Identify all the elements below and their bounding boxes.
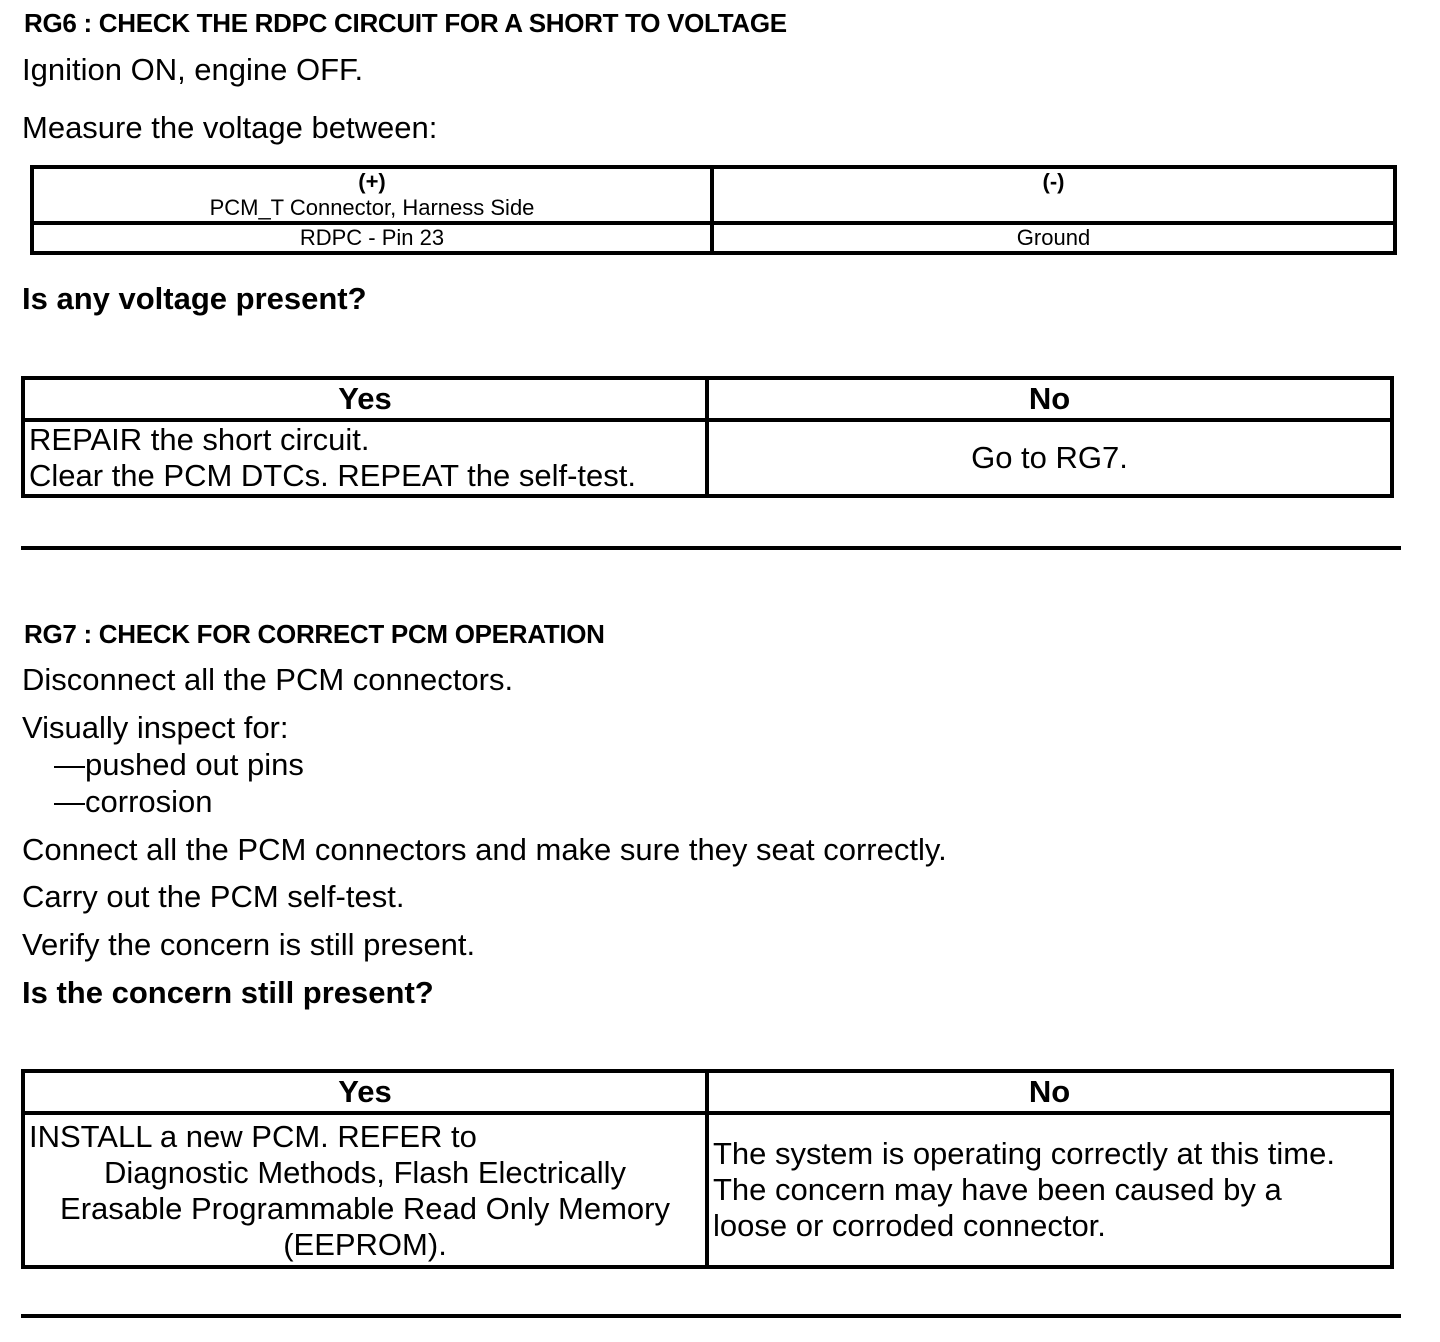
rg7-step-inspect: Visually inspect for: xyxy=(22,710,289,745)
rg6-yes-action xyxy=(23,420,707,496)
rg7-yes-header: Yes xyxy=(23,1071,707,1113)
section-divider xyxy=(21,546,1401,550)
rg6-step-measure: Measure the voltage between: xyxy=(22,110,438,145)
plus-symbol: (+) xyxy=(358,169,386,194)
rg6-yes-line: Clear the PCM DTCs. REPEAT the self-test. xyxy=(29,458,636,493)
rg7-no-line: The system is operating correctly at this time. xyxy=(713,1136,1335,1171)
rg7-yes-line: Erasable Programmable Read Only Memory xyxy=(60,1191,670,1226)
rg7-yes-line: (EEPROM). xyxy=(283,1227,447,1262)
rg7-no-line: loose or corroded connector. xyxy=(713,1208,1106,1243)
rg7-yes-line: INSTALL a new PCM. REFER to xyxy=(29,1119,477,1154)
rg6-no-action: Go to RG7. xyxy=(707,420,1392,496)
rg7-no-header: No xyxy=(707,1071,1392,1113)
rg6-yes-line: REPAIR the short circuit. xyxy=(29,422,370,457)
rg7-no-line: The concern may have been caused by a xyxy=(713,1172,1282,1207)
minus-symbol: (-) xyxy=(1042,169,1065,194)
rg7-bullet-pins: —pushed out pins xyxy=(54,747,304,782)
rg7-heading: RG7 : CHECK FOR CORRECT PCM OPERATION xyxy=(24,619,605,649)
rg6-no-header: No xyxy=(707,378,1392,420)
rg7-no-action xyxy=(707,1113,1392,1267)
measure-plus-header xyxy=(32,167,712,223)
rg7-step-connect: Connect all the PCM connectors and make sure they seat correctly. xyxy=(22,832,947,867)
measure-plus-value: RDPC - Pin 23 xyxy=(32,223,712,253)
rg7-yes-line: Diagnostic Methods, Flash Electrically xyxy=(103,1155,627,1190)
measure-minus-value: Ground xyxy=(712,223,1395,253)
section-divider xyxy=(21,1314,1401,1318)
rg7-question: Is the concern still present? xyxy=(22,975,434,1010)
rg7-step-self-test: Carry out the PCM self-test. xyxy=(22,879,405,914)
rg6-step-ignition: Ignition ON, engine OFF. xyxy=(22,52,364,87)
plus-connector-label: PCM_T Connector, Harness Side xyxy=(209,195,535,220)
rg7-yes-action xyxy=(23,1113,707,1267)
rg6-answer-table xyxy=(21,376,1394,498)
rg6-heading: RG6 : CHECK THE RDPC CIRCUIT FOR A SHORT TO VOLTAGE xyxy=(24,8,787,38)
rg6-yes-header: Yes xyxy=(23,378,707,420)
rg7-bullet-corrosion: —corrosion xyxy=(54,784,213,819)
rg6-question: Is any voltage present? xyxy=(22,281,367,316)
rg6-measure-table xyxy=(30,165,1397,255)
measure-minus-header xyxy=(712,167,1395,223)
rg7-step-verify: Verify the concern is still present. xyxy=(22,927,476,962)
rg7-answer-table xyxy=(21,1069,1394,1269)
rg7-step-disconnect: Disconnect all the PCM connectors. xyxy=(22,662,514,697)
